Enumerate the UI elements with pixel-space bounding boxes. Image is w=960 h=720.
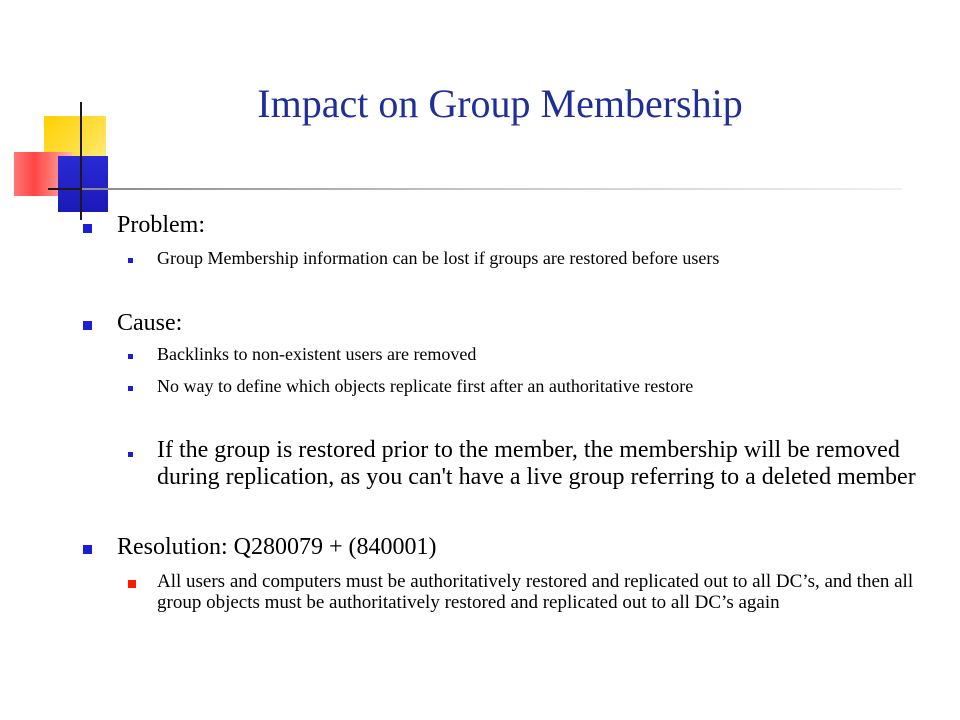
bullet-small-square [128, 354, 133, 359]
title-divider [82, 188, 902, 190]
bullet-square [83, 545, 92, 554]
cause-point-1: Backlinks to non-existent users are removed [157, 344, 477, 364]
slide-title: Impact on Group Membership [257, 81, 743, 126]
bullet-small-square [128, 452, 133, 457]
resolution-point-1: All users and computers must be authoritatively restored and replicated out to all DC’s, and then all group objects must be authoritatively restored and replicated out to all DC’s again [157, 571, 914, 613]
section-heading-problem: Problem: [117, 212, 205, 238]
bullet-small-square [128, 258, 133, 263]
section-heading-cause: Cause: [117, 310, 183, 336]
cause-point-2: No way to define which objects replicate first after an authoritative restore [157, 376, 694, 396]
section-heading-resolution: Resolution: Q280079 + (840001) [117, 534, 437, 560]
bullet-small-square [128, 386, 133, 391]
bullet-red-square [128, 580, 136, 588]
blue-square [58, 156, 108, 212]
bullet-square [83, 321, 92, 330]
bullet-square [83, 224, 92, 233]
cause-point-3: If the group is restored prior to the member, the membership will be removed during replication, as you can't have a live group referring to a deleted member [157, 437, 916, 490]
problem-point-1: Group Membership information can be lost if groups are restored before users [157, 248, 720, 268]
